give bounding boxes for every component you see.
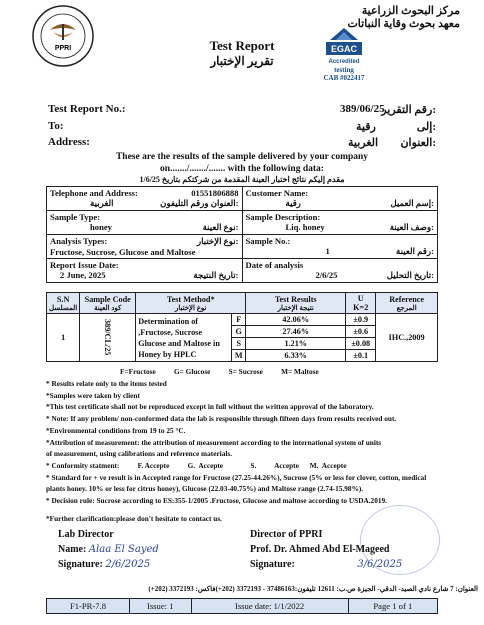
analysis-value: Fructose, Sucrose, Glucose and Maltose (50, 247, 196, 257)
report-no-value: 389/06/25 (340, 103, 385, 115)
result-value: 42.06% (246, 314, 346, 326)
signature-label: Signature: (58, 559, 106, 570)
result-value: 6.33% (246, 350, 346, 362)
note: *Samples were taken by client (46, 390, 140, 400)
note: *Further clarification:please don't hesitate to contact us. (46, 513, 222, 523)
uncertainty-value: ±0.9 (346, 314, 376, 326)
svg-text:Accredited: Accredited (328, 59, 360, 65)
row-letter: G (232, 326, 246, 338)
page-title-ar: تقرير الإختبار (210, 54, 274, 68)
lab-director-title: Lab Director (58, 529, 114, 540)
col-u: U (357, 294, 364, 303)
tel-label: Telephone and Address: (50, 188, 138, 198)
note: *This test certificate shall not be reproduced except in full without the written approval of the laboratory. (46, 402, 374, 412)
row-letter: S (232, 338, 246, 350)
note: * Conformity statment: F. Accepte G. Accepte S. Accepte M. Accepte (46, 460, 347, 470)
note: *Environmental conditions from 19 to 25 °C. (46, 425, 186, 435)
name-label: Name: (58, 544, 89, 555)
note: of measurement, using calibrations and reference materials. (46, 449, 233, 459)
col-method-ar: نوع الإختبار (174, 303, 207, 312)
customer-value: رقية (285, 198, 301, 208)
intro-line-1: These are the results of the sample delivered by your company (115, 152, 369, 162)
ppri-director-name: Prof. Dr. Ahmed Abd El-Mageed (250, 544, 390, 555)
svg-text:PPRI: PPRI (54, 45, 72, 52)
issue-date-label: Report Issue Date: (50, 260, 119, 270)
col-u-k: K=2 (353, 303, 369, 312)
analysis-date-value: 2/6/25 (315, 270, 338, 280)
result-value: 1.21% (246, 338, 346, 350)
page-title: Test Report (209, 38, 275, 53)
to-label-ar: إلى: (416, 121, 436, 133)
issue-date: Issue date: 1/1/2022 (191, 599, 348, 614)
col-sn-ar: المسلسل (49, 303, 78, 312)
result-value: 27.46% (246, 326, 346, 338)
note: * Note: If any problem/ non-conformed data the lab is responsible through fifteen days from results received out. (46, 414, 397, 424)
analysis-date-label-ar: تاريخ التحليل: (386, 270, 434, 280)
col-ref-ar: المرجع (396, 303, 417, 312)
col-results: Test Results (274, 294, 317, 304)
svg-text:EGAC: EGAC (330, 44, 358, 54)
uncertainty-value: ±0.1 (346, 350, 376, 362)
sample-no-label: Sample No.: (245, 236, 291, 246)
customer-label-ar: إسم العميل: (390, 198, 434, 208)
footer-address: العنوان: 7 شارع نادي الصيد- الدقي- الجيزة ص.ب: 12611 تليفون:37486163 - 3372193 (202+)فاكس: 3372193 (202+) (148, 585, 478, 593)
col-ref: Reference (389, 294, 425, 304)
org-name-ar: مركز البحوث الزراعية (361, 5, 460, 17)
institute-name-ar: معهد بحوث وقاية النباتات (347, 18, 460, 30)
tel-label-ar: العنوان ورقم التليفون: (160, 198, 239, 208)
uncertainty-value: ±0.08 (346, 338, 376, 350)
issue-date-label-ar: تاريخ النتيجة: (193, 270, 239, 280)
footer-table (46, 598, 438, 614)
sample-info-table (46, 186, 438, 283)
report-no-label-ar: رقم التقرير: (381, 104, 436, 116)
col-code: Sample Code (84, 294, 131, 304)
ppri-director-title: Director of PPRI (250, 529, 323, 540)
sample-desc-label: Sample Description: (245, 212, 321, 222)
note: * Standard for + ve result is in Accepted range for Fructose (27.25-44.26%), Sucrose (5% or less for clover, cotton, medical (46, 472, 427, 482)
lab-director-name: Alaa El Sayed (88, 544, 159, 555)
signature-label: Signature: (250, 559, 298, 570)
intro-line-2: on......./......./....... with the following data: (160, 164, 324, 174)
note: * Decision rule: Sucrose according to ES:355-1/2005 .Fructose, Glucose and maltose according to USDA.2019. (46, 496, 387, 506)
sample-code: 389/CL/25 (103, 319, 113, 356)
tel-value: 01551806888 (191, 188, 239, 198)
col-sn: S.N (56, 294, 70, 304)
intro-line-3: مقدم إليكم نتائج اختبار العينة المقدمة من شركتكم بتاريخ 1/6/25 (139, 175, 345, 184)
sample-desc-label-ar: وصف العينة: (389, 222, 434, 232)
to-value: رقية (356, 121, 376, 133)
sample-type-value: honey (90, 222, 112, 232)
report-no-label: Test Report No.: (48, 103, 126, 115)
lab-director-signature: 2/6/2025 (105, 559, 151, 570)
analysis-date-label: Date of analysis (245, 260, 304, 270)
col-code-ar: كود العينة (94, 303, 122, 312)
issue-number: Issue: 1 (129, 599, 191, 614)
row-letter: F (232, 314, 246, 326)
to-label: To: (48, 120, 64, 132)
row-letter: M (232, 350, 246, 362)
sample-desc-value: Liq. honey (285, 222, 325, 232)
note: *Attribution of measurement: the attribution of measurement according to the international system of units (46, 437, 382, 447)
uncertainty-value: ±0.6 (346, 326, 376, 338)
ppri-director-signature: 3/6/2025 (357, 559, 403, 570)
sn-cell: 1 (47, 314, 80, 362)
address-label: Address: (48, 136, 90, 148)
sample-type-label-ar: نوع العينة: (202, 222, 239, 232)
address-label-ar: العنوان: (400, 137, 436, 149)
col-results-ar: نتيجة الإختبار (277, 303, 314, 312)
note: * Results relate only to the items tested (46, 379, 167, 388)
results-legend: F=Fructose G= Glucose S= Sucrose M= Maltose (120, 367, 319, 376)
note: plants honey. 10% or less for citrus honey), Glucose (22.03-40.75%) and Maltose range (2.74-15.98%). (46, 484, 364, 494)
notes-block (46, 378, 446, 524)
method-desc: Determination of ,Fructose, Sucrose Glucose and Maltose in Honey by HPLC (136, 314, 232, 362)
analysis-label: Analysis Types: (50, 236, 108, 246)
analysis-label-ar: نوع الإختبار: (196, 236, 239, 246)
sample-type-label: Sample Type: (50, 212, 101, 222)
customer-label: Customer Name: (245, 188, 309, 198)
tel-addr-ar: الغربية (90, 198, 114, 208)
form-code: F1-PR-7.8 (47, 599, 130, 614)
col-method: Test Method* (166, 294, 215, 304)
issue-date-value: 2 June, 2025 (60, 270, 106, 280)
lab-director-block (58, 527, 159, 572)
egac-caption: testing CAB #022417 (323, 66, 365, 82)
reference-cell: IHC.,2009 (376, 314, 438, 362)
results-table (46, 292, 438, 362)
sample-no-label-ar: رقم العينة: (396, 246, 434, 256)
page-number: Page 1 of 1 (348, 599, 437, 614)
sample-no-value: 1 (325, 246, 330, 256)
address-value: الغربية (348, 137, 379, 149)
ppri-director-block (250, 527, 402, 572)
